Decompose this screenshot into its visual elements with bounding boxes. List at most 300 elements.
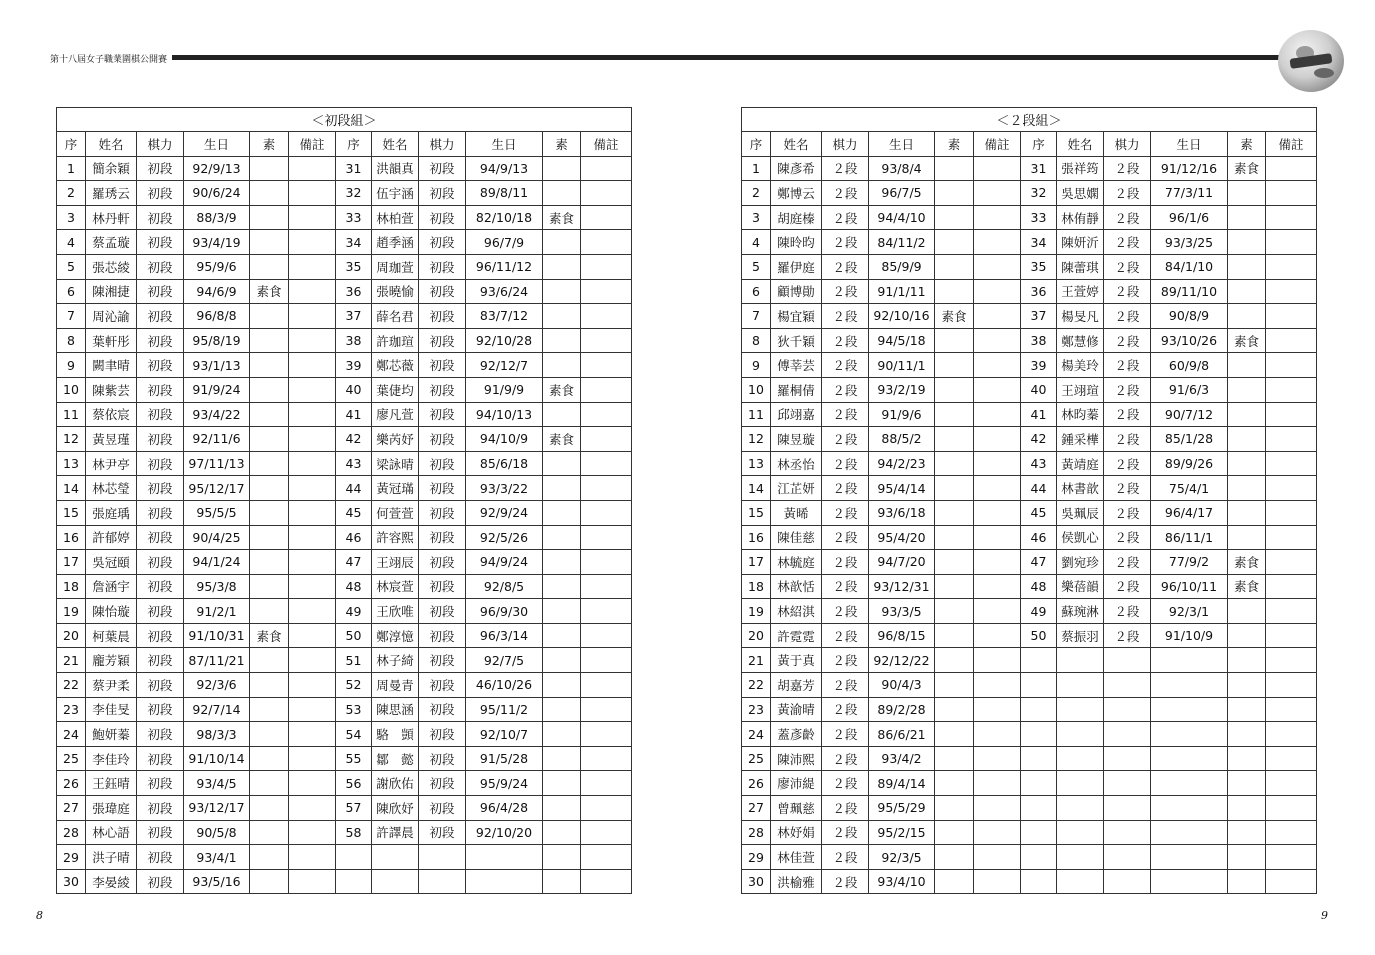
birthday-cell: 92/9/13	[184, 156, 250, 181]
note-cell	[1266, 451, 1317, 476]
note-cell	[974, 648, 1021, 673]
veg-cell	[543, 574, 581, 599]
seq-cell: 16	[742, 525, 771, 550]
note-cell	[1266, 476, 1317, 501]
note-cell	[289, 722, 336, 747]
table-row	[742, 254, 1317, 279]
rank-cell: 初段	[419, 328, 466, 353]
rank-cell: 初段	[419, 525, 466, 550]
name-cell: 林紹淇	[771, 599, 822, 624]
seq-cell: 57	[336, 796, 372, 821]
note-cell	[581, 205, 632, 230]
seq-cell	[1021, 697, 1057, 722]
rank-cell: ２段	[822, 845, 869, 870]
table-row	[742, 427, 1317, 452]
rank-cell: 初段	[419, 353, 466, 378]
note-cell	[1266, 156, 1317, 181]
veg-cell	[935, 574, 974, 599]
veg-cell	[543, 796, 581, 821]
birthday-cell: 95/8/19	[184, 328, 250, 353]
note-cell	[974, 377, 1021, 402]
seq-cell: 36	[336, 279, 372, 304]
rank-cell: 初段	[137, 599, 184, 624]
veg-cell	[1228, 254, 1266, 279]
name-cell: 劉宛珍	[1057, 550, 1104, 575]
birthday-cell: 92/10/7	[466, 722, 543, 747]
veg-cell	[935, 205, 974, 230]
rank-cell: ２段	[1104, 623, 1151, 648]
seq-cell: 26	[742, 771, 771, 796]
note-cell	[289, 353, 336, 378]
rank-cell	[1104, 722, 1151, 747]
note-cell	[974, 673, 1021, 698]
veg-cell	[250, 254, 289, 279]
veg-cell	[250, 328, 289, 353]
roster-table-shodan	[56, 107, 632, 894]
rank-cell: ２段	[1104, 328, 1151, 353]
name-cell: 林妤娟	[771, 820, 822, 845]
veg-cell	[543, 722, 581, 747]
birthday-cell: 75/4/1	[1151, 476, 1228, 501]
name-cell: 趙季涵	[372, 230, 419, 255]
note-cell	[289, 820, 336, 845]
rank-cell: ２段	[822, 353, 869, 378]
name-cell: 林昀蓁	[1057, 402, 1104, 427]
column-header: 備註	[581, 132, 632, 157]
name-cell: 許霓霓	[771, 623, 822, 648]
name-cell: 鄭淳憶	[372, 623, 419, 648]
name-cell: 陳蕾琪	[1057, 254, 1104, 279]
birthday-cell: 95/5/5	[184, 500, 250, 525]
birthday-cell: 94/1/24	[184, 550, 250, 575]
veg-cell	[935, 722, 974, 747]
column-header: 棋力	[822, 132, 869, 157]
seq-cell: 8	[742, 328, 771, 353]
veg-cell	[935, 525, 974, 550]
name-cell: 狄千穎	[771, 328, 822, 353]
birthday-cell: 85/9/9	[869, 254, 935, 279]
seq-cell	[336, 869, 372, 894]
name-cell: 吳思嫻	[1057, 181, 1104, 206]
column-header: 素	[250, 132, 289, 157]
rank-cell: 初段	[137, 623, 184, 648]
rank-cell	[1104, 796, 1151, 821]
column-header: 棋力	[419, 132, 466, 157]
rank-cell: 初段	[137, 353, 184, 378]
name-cell: 鄭慧修	[1057, 328, 1104, 353]
note-cell	[289, 746, 336, 771]
table-row	[742, 574, 1317, 599]
birthday-cell: 92/5/26	[466, 525, 543, 550]
veg-cell: 素食	[250, 623, 289, 648]
birthday-cell: 94/10/13	[466, 402, 543, 427]
birthday-cell: 92/12/22	[869, 648, 935, 673]
note-cell	[1266, 181, 1317, 206]
note-cell	[581, 254, 632, 279]
note-cell	[289, 181, 336, 206]
name-cell: 陳佳慈	[771, 525, 822, 550]
table-caption: ＜初段組＞	[57, 108, 632, 132]
rank-cell: ２段	[822, 427, 869, 452]
birthday-cell: 93/4/5	[184, 771, 250, 796]
veg-cell	[250, 550, 289, 575]
rank-cell: ２段	[822, 673, 869, 698]
veg-cell	[1228, 697, 1266, 722]
name-cell: 薛名君	[372, 304, 419, 329]
birthday-cell: 92/7/14	[184, 697, 250, 722]
note-cell	[974, 746, 1021, 771]
seq-cell: 36	[1021, 279, 1057, 304]
veg-cell	[935, 599, 974, 624]
name-cell: 侯凱心	[1057, 525, 1104, 550]
birthday-cell: 94/9/13	[466, 156, 543, 181]
note-cell	[289, 500, 336, 525]
column-header: 生日	[184, 132, 250, 157]
note-cell	[289, 599, 336, 624]
note-cell	[1266, 427, 1317, 452]
table-row	[57, 181, 632, 206]
rank-cell: ２段	[822, 476, 869, 501]
birthday-cell: 60/9/8	[1151, 353, 1228, 378]
veg-cell	[935, 673, 974, 698]
veg-cell	[935, 451, 974, 476]
rank-cell	[1104, 845, 1151, 870]
note-cell	[289, 648, 336, 673]
birthday-cell: 94/7/20	[869, 550, 935, 575]
note-cell	[974, 156, 1021, 181]
seq-cell	[1021, 771, 1057, 796]
rank-cell: 初段	[419, 623, 466, 648]
table-row	[57, 525, 632, 550]
veg-cell	[543, 771, 581, 796]
seq-cell: 30	[57, 869, 86, 894]
name-cell	[1057, 746, 1104, 771]
note-cell	[289, 796, 336, 821]
rank-cell: 初段	[419, 722, 466, 747]
birthday-cell: 90/5/8	[184, 820, 250, 845]
note-cell	[974, 181, 1021, 206]
note-cell	[581, 279, 632, 304]
veg-cell	[543, 181, 581, 206]
note-cell	[289, 402, 336, 427]
table-row	[742, 796, 1317, 821]
note-cell	[581, 648, 632, 673]
name-cell: 許容熙	[372, 525, 419, 550]
veg-cell	[1228, 648, 1266, 673]
note-cell	[974, 845, 1021, 870]
rank-cell: 初段	[419, 796, 466, 821]
name-cell: 蔡依宸	[86, 402, 137, 427]
note-cell	[581, 796, 632, 821]
rank-cell: ２段	[1104, 550, 1151, 575]
birthday-cell: 96/1/6	[1151, 205, 1228, 230]
birthday-cell: 96/4/17	[1151, 500, 1228, 525]
rank-cell: ２段	[1104, 230, 1151, 255]
seq-cell: 47	[336, 550, 372, 575]
note-cell	[1266, 550, 1317, 575]
name-cell: 陳昱璇	[771, 427, 822, 452]
name-cell: 周沁諭	[86, 304, 137, 329]
rank-cell	[1104, 697, 1151, 722]
seq-cell: 45	[336, 500, 372, 525]
rank-cell: 初段	[137, 181, 184, 206]
rank-cell: ２段	[822, 648, 869, 673]
table-row	[742, 722, 1317, 747]
seq-cell: 13	[57, 451, 86, 476]
rank-cell: ２段	[1104, 574, 1151, 599]
veg-cell	[250, 205, 289, 230]
name-cell	[1057, 820, 1104, 845]
seq-cell: 40	[336, 377, 372, 402]
name-cell: 張祥筠	[1057, 156, 1104, 181]
birthday-cell	[1151, 697, 1228, 722]
veg-cell	[935, 869, 974, 894]
name-cell: 楊美玲	[1057, 353, 1104, 378]
table-row	[57, 451, 632, 476]
veg-cell	[250, 722, 289, 747]
name-cell: 李佳旻	[86, 697, 137, 722]
rank-cell: ２段	[822, 451, 869, 476]
birthday-cell	[1151, 771, 1228, 796]
table-row	[742, 353, 1317, 378]
veg-cell: 素食	[1228, 328, 1266, 353]
veg-cell	[543, 697, 581, 722]
rank-cell: 初段	[137, 697, 184, 722]
seq-cell: 44	[336, 476, 372, 501]
rank-cell: 初段	[137, 673, 184, 698]
table-row	[57, 697, 632, 722]
birthday-cell: 87/11/21	[184, 648, 250, 673]
veg-cell	[1228, 796, 1266, 821]
name-cell: 林歆恬	[771, 574, 822, 599]
table-row	[742, 500, 1317, 525]
veg-cell	[250, 230, 289, 255]
seq-cell: 38	[336, 328, 372, 353]
name-cell: 梁詠晴	[372, 451, 419, 476]
seq-cell: 9	[742, 353, 771, 378]
rank-cell	[419, 845, 466, 870]
name-cell: 柯葉晨	[86, 623, 137, 648]
note-cell	[1266, 254, 1317, 279]
seq-cell: 7	[57, 304, 86, 329]
name-cell: 胡嘉芳	[771, 673, 822, 698]
veg-cell	[250, 156, 289, 181]
seq-cell: 22	[742, 673, 771, 698]
rank-cell: 初段	[137, 796, 184, 821]
veg-cell	[543, 254, 581, 279]
note-cell	[289, 525, 336, 550]
seq-cell: 55	[336, 746, 372, 771]
table-row	[57, 328, 632, 353]
rank-cell: 初段	[419, 771, 466, 796]
birthday-cell: 93/10/26	[1151, 328, 1228, 353]
name-cell: 陳欣妤	[372, 796, 419, 821]
note-cell	[581, 377, 632, 402]
seq-cell: 4	[742, 230, 771, 255]
document-header-title: 第十八屆女子職業圍棋公開賽	[50, 55, 168, 65]
table-row	[57, 771, 632, 796]
column-header: 序	[57, 132, 86, 157]
column-header: 備註	[289, 132, 336, 157]
note-cell	[289, 254, 336, 279]
veg-cell	[935, 254, 974, 279]
note-cell	[581, 550, 632, 575]
rank-cell: 初段	[419, 648, 466, 673]
note-cell	[974, 623, 1021, 648]
veg-cell	[935, 353, 974, 378]
note-cell	[1266, 574, 1317, 599]
rank-cell: 初段	[137, 722, 184, 747]
birthday-cell: 95/3/8	[184, 574, 250, 599]
birthday-cell: 91/5/28	[466, 746, 543, 771]
name-cell: 何萱萱	[372, 500, 419, 525]
name-cell	[1057, 722, 1104, 747]
rank-cell: ２段	[1104, 500, 1151, 525]
seq-cell: 54	[336, 722, 372, 747]
seq-cell: 27	[742, 796, 771, 821]
name-cell	[372, 869, 419, 894]
seq-cell: 15	[742, 500, 771, 525]
name-cell: 李佳玲	[86, 746, 137, 771]
rank-cell: ２段	[1104, 156, 1151, 181]
name-cell: 駱 顗	[372, 722, 419, 747]
name-cell	[1057, 771, 1104, 796]
seq-cell: 23	[742, 697, 771, 722]
table-row	[742, 673, 1317, 698]
veg-cell	[250, 451, 289, 476]
veg-cell	[1228, 451, 1266, 476]
note-cell	[581, 845, 632, 870]
note-cell	[289, 869, 336, 894]
table-row	[57, 156, 632, 181]
name-cell: 楊宜穎	[771, 304, 822, 329]
seq-cell: 35	[1021, 254, 1057, 279]
note-cell	[1266, 500, 1317, 525]
note-cell	[289, 304, 336, 329]
table-row	[57, 623, 632, 648]
note-cell	[289, 328, 336, 353]
seq-cell: 52	[336, 673, 372, 698]
column-header: 生日	[466, 132, 543, 157]
note-cell	[289, 205, 336, 230]
note-cell	[289, 156, 336, 181]
seq-cell: 47	[1021, 550, 1057, 575]
note-cell	[581, 599, 632, 624]
birthday-cell: 93/4/1	[184, 845, 250, 870]
name-cell: 蘇琬淋	[1057, 599, 1104, 624]
veg-cell: 素食	[543, 205, 581, 230]
column-header: 姓名	[771, 132, 822, 157]
seq-cell: 3	[742, 205, 771, 230]
seq-cell: 9	[57, 353, 86, 378]
rank-cell: 初段	[419, 304, 466, 329]
seq-cell: 21	[57, 648, 86, 673]
birthday-cell: 93/8/4	[869, 156, 935, 181]
rank-cell: ２段	[822, 205, 869, 230]
table-row	[742, 746, 1317, 771]
birthday-cell: 94/10/9	[466, 427, 543, 452]
birthday-cell: 91/6/3	[1151, 377, 1228, 402]
name-cell: 許譯晨	[372, 820, 419, 845]
veg-cell	[250, 869, 289, 894]
birthday-cell: 90/8/9	[1151, 304, 1228, 329]
seq-cell: 24	[742, 722, 771, 747]
seq-cell: 17	[742, 550, 771, 575]
veg-cell	[250, 353, 289, 378]
rank-cell	[1104, 673, 1151, 698]
note-cell	[581, 353, 632, 378]
seq-cell: 35	[336, 254, 372, 279]
rank-cell: ２段	[822, 181, 869, 206]
birthday-cell: 90/4/3	[869, 673, 935, 698]
name-cell: 黃昱瑾	[86, 427, 137, 452]
seq-cell	[1021, 820, 1057, 845]
seq-cell: 58	[336, 820, 372, 845]
seq-cell: 6	[57, 279, 86, 304]
table-row	[742, 230, 1317, 255]
name-cell: 江芷妍	[771, 476, 822, 501]
birthday-cell: 97/11/13	[184, 451, 250, 476]
name-cell: 許珈瑄	[372, 328, 419, 353]
birthday-cell: 95/4/20	[869, 525, 935, 550]
table-row	[57, 820, 632, 845]
table-row	[742, 697, 1317, 722]
name-cell: 黃靖庭	[1057, 451, 1104, 476]
name-cell: 王萱婷	[1057, 279, 1104, 304]
veg-cell	[935, 279, 974, 304]
birthday-cell: 93/5/16	[184, 869, 250, 894]
seq-cell: 21	[742, 648, 771, 673]
rank-cell: ２段	[1104, 304, 1151, 329]
veg-cell	[250, 845, 289, 870]
birthday-cell: 94/4/10	[869, 205, 935, 230]
table-row	[742, 648, 1317, 673]
column-header: 生日	[1151, 132, 1228, 157]
name-cell: 蓋彥齡	[771, 722, 822, 747]
rank-cell: 初段	[137, 427, 184, 452]
birthday-cell	[1151, 722, 1228, 747]
column-header: 棋力	[1104, 132, 1151, 157]
birthday-cell: 92/3/1	[1151, 599, 1228, 624]
table-row	[57, 402, 632, 427]
birthday-cell: 83/7/12	[466, 304, 543, 329]
birthday-cell: 94/2/23	[869, 451, 935, 476]
veg-cell	[1228, 353, 1266, 378]
seq-cell	[1021, 673, 1057, 698]
birthday-cell: 93/12/17	[184, 796, 250, 821]
name-cell: 洪韻真	[372, 156, 419, 181]
table-row	[742, 599, 1317, 624]
rank-cell: ２段	[822, 771, 869, 796]
note-cell	[974, 574, 1021, 599]
name-cell: 陳彥希	[771, 156, 822, 181]
note-cell	[289, 451, 336, 476]
page-number-right: 9	[1321, 909, 1328, 922]
rank-cell: 初段	[419, 230, 466, 255]
birthday-cell: 95/9/24	[466, 771, 543, 796]
name-cell: 林柏萱	[372, 205, 419, 230]
column-header: 生日	[869, 132, 935, 157]
birthday-cell: 84/1/10	[1151, 254, 1228, 279]
note-cell	[974, 550, 1021, 575]
birthday-cell: 91/1/11	[869, 279, 935, 304]
birthday-cell: 46/10/26	[466, 673, 543, 698]
name-cell	[1057, 673, 1104, 698]
note-cell	[974, 402, 1021, 427]
note-cell	[974, 328, 1021, 353]
column-header: 序	[742, 132, 771, 157]
rank-cell: ２段	[822, 402, 869, 427]
